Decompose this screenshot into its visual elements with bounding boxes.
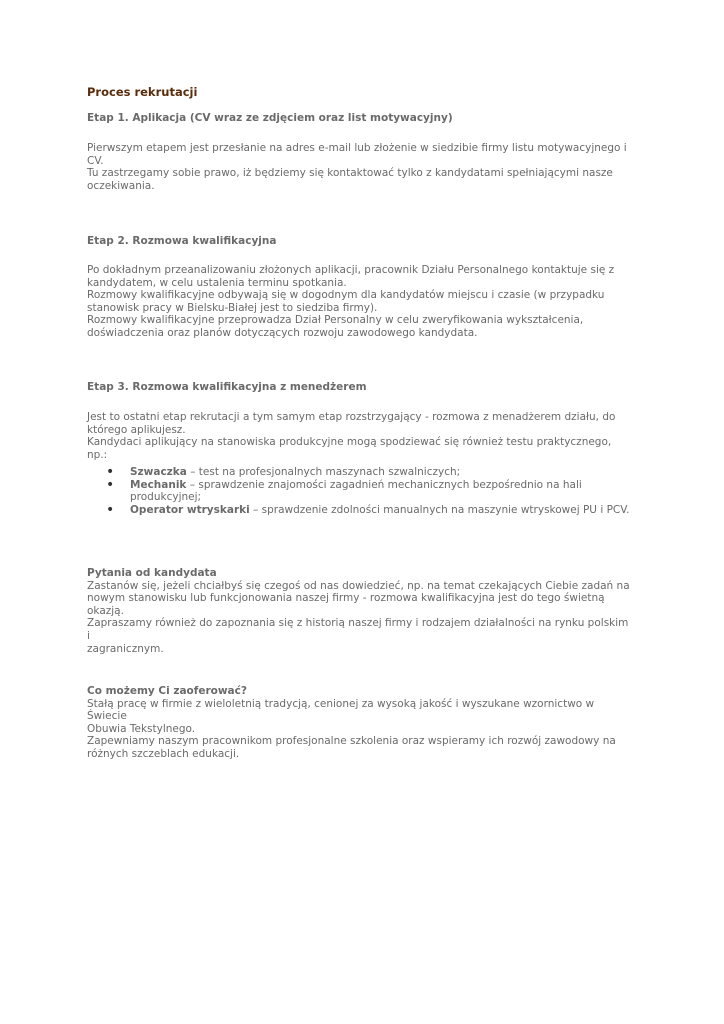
stage-2-line: Po dokładnym przeanalizowaniu złożonych aplikacji, pracownik Działu Personalnego kontaktuje się z [87, 264, 615, 276]
stage-2-line: Rozmowy kwalifikacyjne przeprowadza Dział Personalny w celu zweryfikowania wykształcenia, [87, 314, 584, 327]
bullet-desc-continued: produkcyjnej; [130, 491, 202, 504]
questions-line: nowym stanowisku lub funkcjonowania naszej firmy - rozmowa kwalifikacyjna jest do tego świetną [87, 592, 605, 605]
stage-2-heading: Etap 2. Rozmowa kwalifikacyjna [87, 235, 277, 247]
questions-line: Zastanów się, jeżeli chciałbyś się czegoś od nas dowiedzieć, np. na temat czekających Ciebie zadań na [87, 579, 630, 592]
stage-2-section [87, 235, 632, 248]
stage-2-line: doświadczenia oraz planów dotyczących rozwoju zawodowego kandydata. [87, 326, 478, 339]
questions-line: zagranicznym. [87, 642, 164, 655]
offer-line: Zapewniamy naszym pracownikom profesjonalne szkolenia oraz wspieramy ich rozwój zawodowy na [87, 735, 616, 748]
stage-1-heading: Etap 1. Aplikacja (CV wraz ze zdjęciem oraz list motywacyjny) [87, 112, 453, 124]
bullet-icon: • [106, 501, 115, 518]
stage-3-line: którego aplikujesz. [87, 423, 186, 436]
offer-line: Stałą pracę w firmie z wieloletnią tradycją, cenionej za wysoką jakość i wyszukane wzornictwo w Świecie [87, 697, 595, 723]
stage-3-body [87, 411, 632, 461]
stage-1-body [87, 142, 632, 192]
stage-2-line: kandydatem, w celu ustalenia terminu spotkania. [87, 276, 347, 289]
stage-2-line: stanowisk pracy w Bielsku-Białej jest to siedziba firmy). [87, 301, 378, 314]
stage-3-line: Jest to ostatni etap rekrutacji a tym samym etap rozstrzygający - rozmowa z menadżerem działu, do [87, 411, 616, 423]
stage-1-line: oczekiwania. [87, 179, 155, 192]
stage-1-line: CV. [87, 154, 104, 167]
questions-line: okazją. [87, 604, 124, 617]
offer-heading: Co możemy Ci zaoferować? [87, 685, 247, 697]
bullet-term: Szwaczka [130, 466, 187, 478]
bullet-term: Mechanik [130, 478, 187, 491]
bullet-desc: – sprawdzenie zdolności manualnych na maszynie wtryskowej PU i PCV. [249, 503, 630, 516]
bullet-icon: • [106, 464, 115, 480]
list-item [87, 501, 632, 518]
test-list [87, 466, 632, 516]
list-item [87, 476, 632, 504]
stage-2-line: Rozmowy kwalifikacyjne odbywają się w dogodnym dla kandydatów miejscu i czasie (w przypadku [87, 289, 605, 302]
offer-line: różnych szczeblach edukacji. [87, 747, 240, 760]
stage-3-line: Kandydaci aplikujący na stanowiska produkcyjne mogą spodziewać się również testu praktycznego, np.: [87, 436, 612, 461]
questions-section [87, 567, 632, 655]
list-item [87, 466, 632, 479]
questions-heading: Pytania od kandydata [87, 567, 217, 579]
stage-3-heading: Etap 3. Rozmowa kwalifikacyjna z menedżerem [87, 381, 367, 393]
questions-line: Zapraszamy również do zapoznania się z historią naszej firmy i rodzajem działalności na rynku polskim i [87, 617, 629, 642]
stage-3-section [87, 381, 632, 394]
stage-1-line: Tu zastrzegamy sobie prawo, iż będziemy się kontaktować tylko z kandydatami spełniającymi nasze [87, 167, 613, 180]
offer-line: Obuwia Tekstylnego. [87, 722, 196, 735]
stage-2-body [87, 264, 632, 340]
bullet-desc: – test na profesjonalnych maszynach szwalniczych; [186, 466, 461, 478]
bullet-desc: – sprawdzenie znajomości zagadnień mechanicznych bezpośrednio na hali [186, 478, 582, 491]
page-title: Proces rekrutacji [87, 85, 198, 99]
bullet-term: Operator wtryskarki [130, 503, 250, 516]
bullet-icon: • [106, 476, 115, 493]
stage-1-line: Pierwszym etapem jest przesłanie na adres e-mail lub złożenie w siedzibie firmy listu motywacyjnego i [87, 142, 627, 154]
stage-1-section [87, 112, 632, 125]
offer-section [87, 685, 632, 761]
